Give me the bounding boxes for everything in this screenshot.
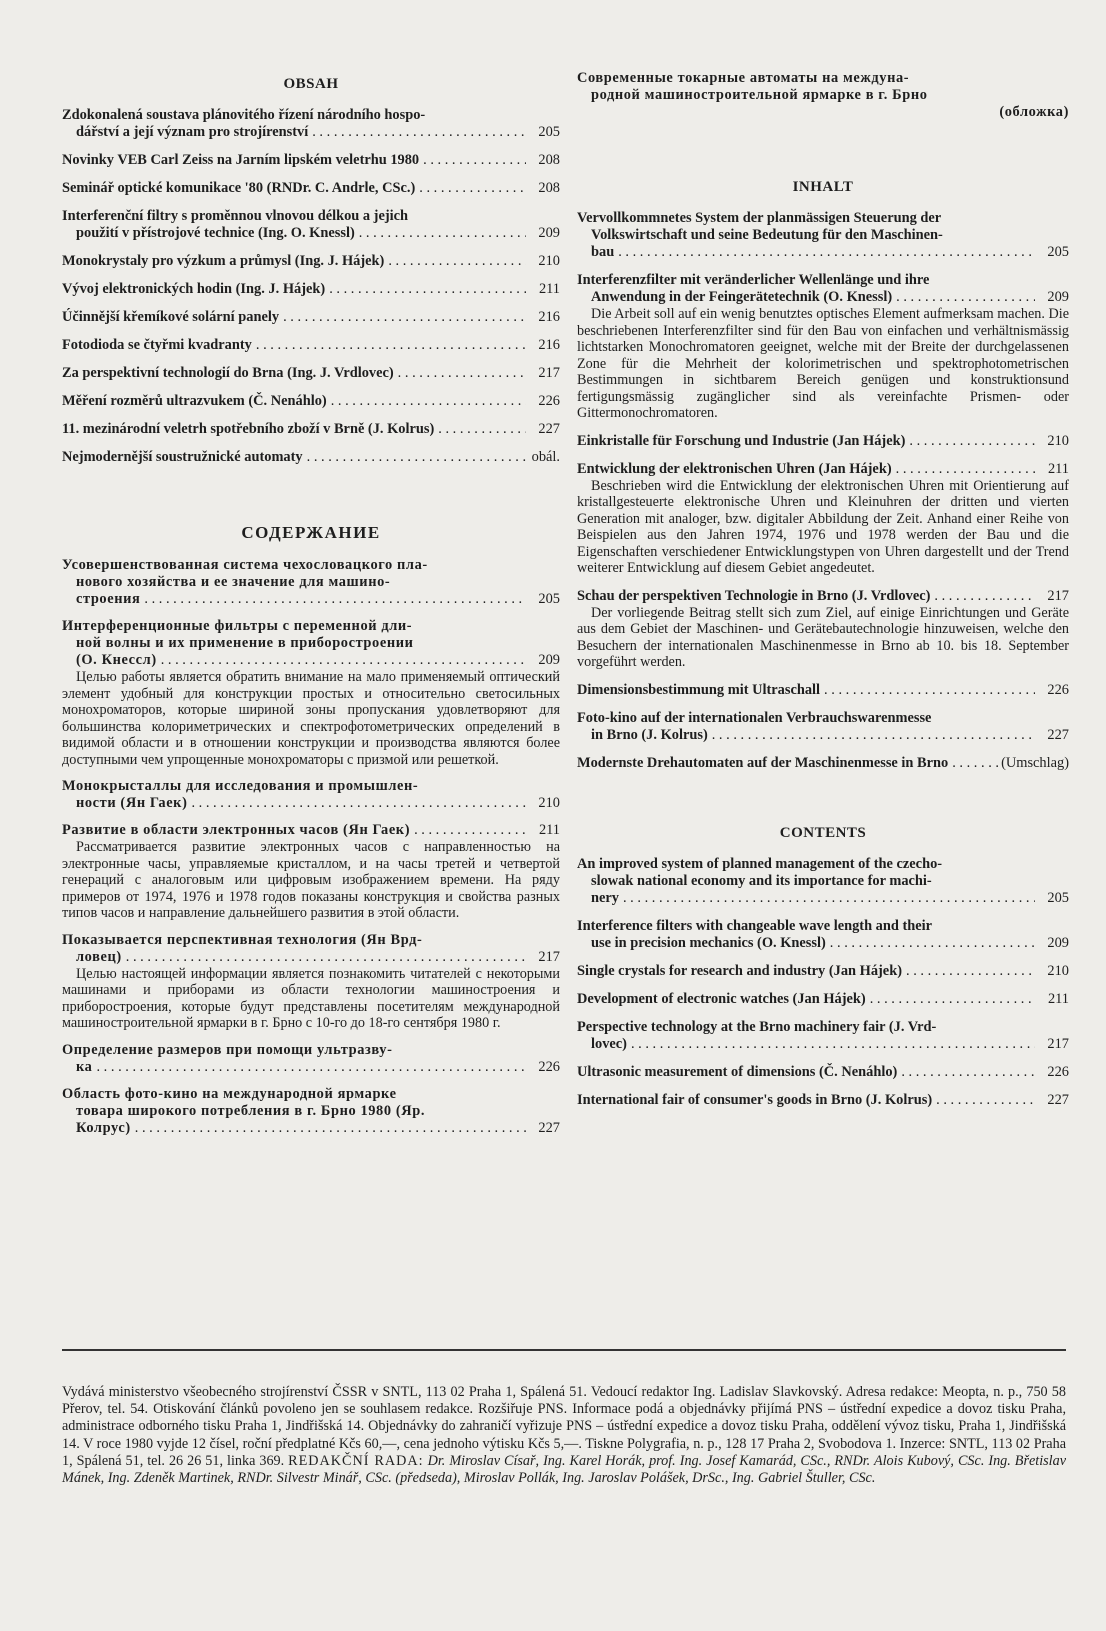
inhalt-entry-abstract: Der vorliegende Beitrag stellt sich zum Ziel, auf einige Einrichtungen und Geräte aus dem Gebiet der Maschinen- und Gerätebautechnologie hinzuweisen, welche den Besuchern der internationalen Maschinenmesse in Brno ab 10. bis 18. September vorgeführt werden. [577,604,1069,670]
contents-entry-page: 211 [1047,990,1069,1007]
contents-entry-page: 227 [1047,1091,1069,1108]
soderzhanie-entry-title: Усовершенствованная система чехословацкого пла- [62,557,428,573]
soderzhanie-entry-title: (О. Кнессл) [76,652,157,668]
leader-dots [279,309,526,326]
leader-dots [327,393,526,410]
soderzhanie-entry [62,618,560,768]
inhalt-entry [577,710,1069,744]
soderzhanie-entry [62,822,560,922]
leader-dots [820,682,1035,699]
contents-entry-page: 209 [1047,934,1069,951]
inhalt-entry-page: (Umschlag) [1001,754,1069,771]
contents-entry-title: International fair of consumer's goods in Brno (J. Kolrus) [577,1091,933,1108]
leader-dots [140,591,526,608]
inhalt-entry [577,682,1069,699]
cover-note-line-1: Современные токарные автоматы на междуна- [577,70,910,86]
soderzhanie-entry-title: ловец) [76,948,122,965]
inhalt-entry-abstract: Die Arbeit soll auf ein wenig benutztes optisches Element aufmerksam machen. Die beschriebenen Interferenzfilter sind für den Bau von einfachen und verhältnismässig lichtstarken Monochromatoren geeignet, welche mit der Breite der durchgelassenen Zone für die Mehrheit der kolorimetrischen und spektrophotometrischen Bestimmungen in sichtbarem Bereich genügen und konstruktionsund fertigungsmässig zugänglicher sind als vereinfachte Prismen- oder Gittermonochromatoren. [577,306,1069,421]
obsah-entry-title: Nejmodernější soustružnické automaty [62,449,303,465]
contents-entry-title: Development of electronic watches (Jan Hájek) [577,990,866,1007]
inhalt-entry [577,588,1069,671]
leader-dots [157,652,526,669]
leader-dots [410,822,526,839]
soderzhanie-entry-page: 205 [538,591,560,607]
soderzhanie-entry-page: 217 [538,948,560,965]
obsah-list [62,107,560,466]
obsah-entry-title: Měření rozměrů ultrazvukem (Č. Nenáhlo) [62,393,327,409]
cover-note-line-2: родной машиностроительной ярмарке в г. Брно [591,87,928,103]
contents-entry-title: use in precision mechanics (O. Knessl) [591,934,826,951]
cover-note-page: (обложка) [999,104,1069,120]
contents-entry [577,1064,1069,1081]
obsah-entry-page: 216 [538,309,560,325]
soderzhanie-entry-title: Развитие в области электронных часов (Ян Гаек) [62,822,411,838]
editorial-board-members: Dr. Miroslav Císař, Ing. Karel Horák, prof. Ing. Josef Kamarád, CSc., RNDr. Alois Kubový, CSc. Ing. Břetislav Mánek, Ing. Zdeněk Martinek, RNDr. Silvestr Minář, CSc. (předseda), Miroslav Pollák, Ing. Jaroslav Polášek, DrSc., Ing. Gabriel Štuller, CSc. [62,1452,1067,1487]
contents-entry-title: nery [591,889,619,906]
imprint-text: Vydává ministerstvo všeobecného strojírenství ČSSR v SNTL, 113 02 Praha 1, Spálená 51. Vedoucí redaktor Ing. Ladislav Slavkovský. Adresa redakce: Meopta, n. p., 750 58 Přerov, tel. 54. Otiskování článků povoleno jen se souhlasem redakce. Rozšiřuje PNS. Informace podá a objednávky přijímá PNS – ústřední expedice a dovoz tisku Praha, administrace odborného tisku Praha 1, Jindřišská 14. Objednávky do zahraničí vyřizuje PNS – ústřední expedice a dovoz tisku Praha, oddělení vývoz tisku, Praha 1, Jindřišská 14. V roce 1980 vyjde 12 čísel, roční předplatné Kčs 60,—, cena jednoho výtisku Kčs 5,—. Tiskne Polygrafia, n. p., 128 17 Praha 2, Svobodova 1. Inzerce: SNTL, 113 02 Praha 1, Spálená 51, tel. 26 26 51, linka 369. [62,1384,1066,1469]
cover-note [577,70,1069,121]
soderzhanie-entry-page: 209 [538,652,560,668]
obsah-entry [62,180,560,197]
obsah-entry-title: Zdokonalená soustava plánovitého řízení národního hospo- [62,107,426,123]
soderzhanie-heading: СОДЕРЖАНИЕ [241,523,381,542]
obsah-entry-title: Interferenční filtry s proměnnou vlnovou délkou a jejich [62,208,409,224]
leader-dots [252,337,526,354]
soderzhanie-entry-title: Область фото-кино на международной ярмарке [62,1085,397,1102]
soderzhanie-entry [62,1086,560,1137]
leader-dots [122,949,526,966]
inhalt-entry-page: 209 [1047,289,1069,305]
soderzhanie-entry [62,778,560,812]
contents-entry-title: slowak national economy and its importance for machi- [591,872,932,889]
contents-entry-title: Single crystals for research and industry (Jan Hájek) [577,962,902,979]
soderzhanie-entry-page: 211 [538,822,560,838]
inhalt-entry-page: 226 [1047,681,1069,698]
soderzhanie-entry-abstract: Целью работы является обратить внимание на мало применяемый оптический элемент удобный для конструкции простых и относительно светосильных монохроматоров, которые шириной зоны пропускания удовлетворяют для большинства колориметрических и спектрофотометрических определений в видимой области и в отношении конструкции и производства являются более доступными чем упрощенные монохроматоры с призмой или решеткой. [62,669,560,768]
editorial-board-label: REDAKČNÍ RADA: [288,1452,424,1469]
obsah-entry-title: Vývoj elektronických hodin (Ing. J. Hájek) [62,281,326,297]
soderzhanie-entry [62,932,560,1032]
soderzhanie-entry-title: нового хозяйства и ее значение для машино- [76,574,391,590]
inhalt-entry-title: Volkswirtschaft und seine Bedeutung für den Maschinen- [591,227,943,243]
inhalt-entry-title: Interferenzfilter mit veränderlicher Wellenlänge und ihre [577,272,930,288]
soderzhanie-entry-title: ности (Ян Гаек) [76,795,188,811]
contents-entry [577,963,1069,980]
obsah-entry-title: Novinky VEB Carl Zeiss na Jarním lipském veletrhu 1980 [62,152,420,168]
inhalt-entry [577,461,1069,577]
obsah-entry-title: použití v přístrojové technice (Ing. O. Knessl) [76,225,355,241]
obsah-entry-page: 209 [538,225,560,241]
contents-entry [577,1019,1069,1053]
soderzhanie-entry-title: Интерференционные фильтры с переменной дли- [62,618,413,634]
inhalt-entry-title: in Brno (J. Kolrus) [591,726,708,743]
inhalt-entry [577,272,1069,422]
obsah-entry-page: 226 [538,393,560,409]
inhalt-entry [577,210,1069,261]
contents-entry-title: Interference filters with changeable wave length and their [577,917,933,934]
inhalt-entry [577,433,1069,450]
soderzhanie-entry-title: Показывается перспективная технология (Ян Врд- [62,931,423,948]
leader-dots [303,449,526,466]
inhalt-entry-page: 227 [1047,726,1069,743]
soderzhanie-entry-title: ка [76,1058,93,1075]
obsah-entry-page: 205 [538,124,560,140]
inhalt-entry-page: 211 [1047,460,1069,477]
leader-dots [131,1120,526,1137]
contents-entry-page: 226 [1047,1063,1069,1080]
inhalt-entry-title: Entwicklung der elektronischen Uhren (Jan Hájek) [577,460,892,477]
soderzhanie-entry-abstract: Рассматривается развитие электронных часов с направленностью на электронные часы, управляемые кристаллом, и на часы третей и четвертой генераций с аналоговым или цифровым изображением времени. На ряду примеров от 1974, 1976 и 1978 годов показаны конструкция и свойства разных типов часов и направление дальнейшего развития в этой области. [62,839,560,921]
obsah-entry [62,107,560,141]
leader-dots [866,991,1035,1008]
soderzhanie-entry-title: Определение размеров при помощи ультразву- [62,1041,393,1058]
contents-entry [577,856,1069,907]
leader-dots [308,124,526,141]
obsah-entry [62,152,560,169]
left-column [62,68,560,1147]
leader-dots [905,433,1035,450]
inhalt-entry-title: Dimensionsbestimmung mit Ultraschall [577,681,821,698]
obsah-entry-title: Za perspektivní technologií do Brna (Ing. J. Vrdlovec) [62,365,394,381]
obsah-heading: OBSAH [283,76,339,92]
inhalt-list [577,210,1069,772]
obsah-entry-page: 211 [538,281,560,297]
leader-dots [930,588,1035,605]
soderzhanie-entry-title: Колрус) [76,1119,131,1136]
leader-dots [897,1064,1035,1081]
obsah-entry-page: 210 [538,253,560,269]
leader-dots [419,152,526,169]
soderzhanie-list [62,557,560,1137]
obsah-entry [62,393,560,410]
leader-dots [355,225,526,242]
contents-entry [577,1092,1069,1109]
imprint [62,1384,1066,1487]
obsah-entry [62,281,560,298]
obsah-entry-title: Seminář optické komunikace '80 (RNDr. C. Andrle, CSc.) [62,180,416,196]
inhalt-entry-title: bau [591,244,615,260]
inhalt-entry-page: 210 [1047,432,1069,449]
obsah-entry [62,337,560,354]
obsah-entry [62,208,560,242]
obsah-entry-page: 208 [538,152,560,168]
leader-dots [826,935,1035,952]
obsah-entry [62,365,560,382]
inhalt-entry-title: Foto-kino auf der internationalen Verbrauchswarenmesse [577,709,932,726]
contents-entry-title: An improved system of planned management of the czecho- [577,855,943,872]
soderzhanie-entry-title: товара широкого потребления в г. Брно 1980 (Яр. [76,1102,426,1119]
contents-entry [577,918,1069,952]
leader-dots [892,461,1035,478]
obsah-entry-page: 227 [538,421,560,437]
contents-entry-page: 205 [1047,889,1069,906]
contents-heading: CONTENTS [779,824,867,841]
leader-dots [902,963,1035,980]
inhalt-entry-title: Modernste Drehautomaten auf der Maschinenmesse in Brno [577,754,949,771]
soderzhanie-entry-title: Монокрысталлы для исследования и промышлен- [62,778,419,794]
inhalt-entry-title: Vervollkommnetes System der planmässigen Steuerung der [577,210,942,226]
soderzhanie-entry-page: 227 [538,1119,560,1136]
soderzhanie-entry-page: 210 [538,795,560,811]
contents-entry-title: Ultrasonic measurement of dimensions (Č. Nenáhlo) [577,1063,898,1080]
inhalt-entry-title: Anwendung in der Feingerätetechnik (O. Knessl) [591,289,893,305]
obsah-entry-page: 216 [538,337,560,353]
inhalt-entry-page: 205 [1047,244,1069,260]
soderzhanie-entry [62,557,560,608]
inhalt-heading: INHALT [792,179,854,195]
obsah-entry [62,309,560,326]
leader-dots [619,890,1035,907]
soderzhanie-entry [62,1042,560,1076]
leader-dots [627,1036,1035,1053]
leader-dots [384,253,526,270]
contents-entry-title: lovec) [591,1035,627,1052]
obsah-entry [62,421,560,438]
leader-dots [325,281,526,298]
leader-dots [415,180,526,197]
leader-dots [92,1059,526,1076]
soderzhanie-entry-abstract: Целью настоящей информации является познакомить читателей с некоторыми машинами и приборами из области технологии машиностроения и приборостроения, которые будут представлены посетителям международной машиностроительной ярмарки в г. Брно с 10-го до 18-го сентября 1980 г. [62,965,560,1031]
obsah-entry [62,449,560,466]
inhalt-entry-title: Schau der perspektiven Technologie in Brno (J. Vrdlovec) [577,587,931,604]
inhalt-entry-title: Einkristalle für Forschung und Industrie (Jan Hájek) [577,432,906,449]
leader-dots [434,421,526,438]
leader-dots [708,727,1035,744]
right-column [577,68,1069,1120]
obsah-entry [62,253,560,270]
obsah-entry-title: Monokrystaly pro výzkum a průmysl (Ing. J. Hájek) [62,253,385,269]
obsah-entry-title: Účinnější křemíkové solární panely [62,309,280,325]
contents-entry-page: 217 [1047,1035,1069,1052]
contents-entry-title: Perspective technology at the Brno machinery fair (J. Vrd- [577,1018,937,1035]
contents-entry-page: 210 [1047,962,1069,979]
leader-dots [892,289,1035,306]
soderzhanie-entry-title: ной волны и их применение в приборостроении [76,635,414,651]
footer-divider [62,1349,1066,1351]
obsah-entry-page: obál. [531,449,560,465]
inhalt-entry [577,755,1069,772]
inhalt-entry-abstract: Beschrieben wird die Entwicklung der elektronischen Uhren mit Orientierung auf kristallgesteuerte elektronische Uhren und Kleinuhren der dritten und vierten Generation mit analoger, bzw. digitaler Abbildung der Zeit. Anhand einer Reihe von Beispielen aus den Jahren 1974, 1976 und 1978 werden der Bau und die Eigenschaften verschiedener Entwicklungstypen von Uhren dargestellt und der Trend weiterer Entwicklung auf diesem Gebiet angedeutet. [577,477,1069,576]
obsah-entry-page: 217 [538,365,560,381]
leader-dots [932,1092,1035,1109]
obsah-entry-title: dářství a její význam pro strojírenství [76,124,309,140]
obsah-entry-title: Fotodioda se čtyřmi kvadranty [62,337,252,353]
soderzhanie-entry-page: 226 [538,1058,560,1075]
contents-list [577,856,1069,1109]
leader-dots [948,755,1001,772]
leader-dots [394,365,526,382]
leader-dots [614,244,1035,261]
soderzhanie-entry-title: строения [76,591,141,607]
contents-entry [577,991,1069,1008]
obsah-entry-title: 11. mezinárodní veletrh spotřebního zboží v Brně (J. Kolrus) [62,421,435,437]
leader-dots [187,795,526,812]
obsah-entry-page: 208 [538,180,560,196]
inhalt-entry-page: 217 [1047,587,1069,604]
